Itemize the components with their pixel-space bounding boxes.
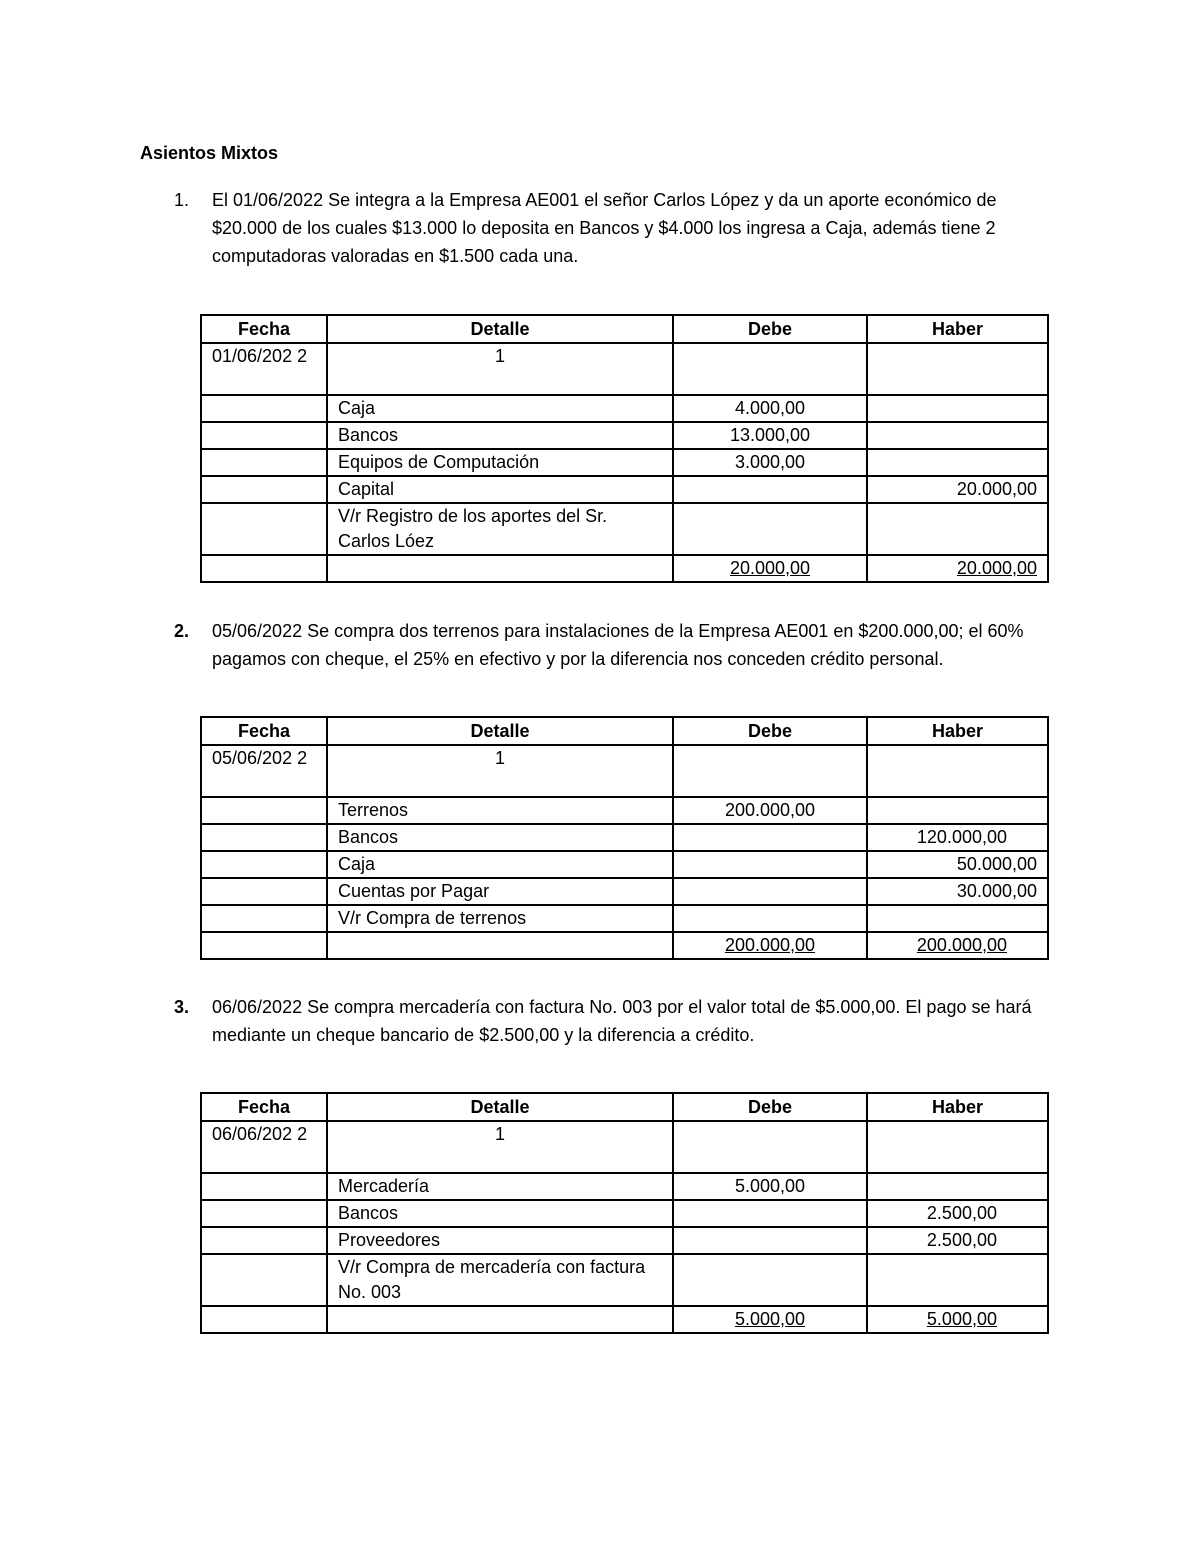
- detail-cell: Cuentas por Pagar: [327, 878, 673, 905]
- entry-number: 1: [327, 745, 673, 797]
- empty-cell: [201, 449, 327, 476]
- total-haber: 20.000,00: [956, 558, 1037, 578]
- haber-cell: [867, 422, 1048, 449]
- empty-cell: [201, 932, 327, 959]
- table-row: [201, 851, 1048, 878]
- entry-number: 1: [327, 343, 673, 395]
- table-row: [201, 878, 1048, 905]
- table-header-row: [201, 1093, 1048, 1121]
- exercise-text: El 01/06/2022 Se integra a la Empresa AE001 el señor Carlos López y da un aporte económico de $20.000 de los cuales $13.000 lo deposita en Bancos y $4.000 los ingresa a Caja, además tiene 2 computadoras valoradas en $1.500 cada una.: [212, 190, 997, 266]
- table-row: [201, 1173, 1048, 1200]
- haber-cell: [867, 449, 1048, 476]
- empty-cell: [201, 1306, 327, 1333]
- haber-cell: 50.000,00: [867, 851, 1048, 878]
- detail-cell: Caja: [327, 395, 673, 422]
- table-row: [201, 395, 1048, 422]
- table-row: [201, 745, 1048, 797]
- exercise-number: 3.: [174, 997, 190, 1017]
- empty-cell: [867, 1254, 1048, 1306]
- empty-cell: [201, 395, 327, 422]
- empty-cell: [201, 905, 327, 932]
- exercise-text: 06/06/2022 Se compra mercadería con factura No. 003 por el valor total de $5.000,00. El pago se hará mediante un cheque bancario de $2.500,00 y la diferencia a crédito.: [212, 997, 1032, 1045]
- debe-cell: 4.000,00: [673, 395, 867, 422]
- entry-number: 1: [327, 1121, 673, 1173]
- haber-cell: 20.000,00: [867, 476, 1048, 503]
- entry-date: 05/06/202 2: [201, 745, 327, 797]
- empty-cell: [673, 1254, 867, 1306]
- header-haber: Haber: [867, 315, 1048, 343]
- empty-cell: [327, 555, 673, 582]
- debe-cell: [673, 1200, 867, 1227]
- detail-cell: Proveedores: [327, 1227, 673, 1254]
- exercise-number: 1.: [174, 190, 190, 210]
- total-debe: 5.000,00: [734, 1309, 806, 1329]
- detail-cell: Mercadería: [327, 1173, 673, 1200]
- haber-cell: [867, 797, 1048, 824]
- debe-cell: [673, 824, 867, 851]
- detail-cell: Bancos: [327, 422, 673, 449]
- haber-cell: [867, 1173, 1048, 1200]
- journal-table-2: [200, 716, 1049, 960]
- entry-note: V/r Registro de los aportes del Sr. Carlos Lóez: [327, 503, 673, 555]
- header-debe: Debe: [673, 717, 867, 745]
- table-row: [201, 449, 1048, 476]
- header-haber: Haber: [867, 1093, 1048, 1121]
- detail-cell: Bancos: [327, 1200, 673, 1227]
- header-haber: Haber: [867, 717, 1048, 745]
- debe-cell: [673, 878, 867, 905]
- empty-cell: [201, 1200, 327, 1227]
- table-header-row: [201, 315, 1048, 343]
- empty-cell: [327, 1306, 673, 1333]
- empty-cell: [201, 503, 327, 555]
- empty-cell: [673, 503, 867, 555]
- table-row: [201, 1121, 1048, 1173]
- table-row: [201, 905, 1048, 932]
- entry-note: V/r Compra de terrenos: [327, 905, 673, 932]
- empty-cell: [867, 745, 1048, 797]
- totals-row: [201, 932, 1048, 959]
- page-title: Asientos Mixtos: [140, 143, 279, 163]
- header-detalle: Detalle: [327, 1093, 673, 1121]
- haber-cell: 30.000,00: [867, 878, 1048, 905]
- header-detalle: Detalle: [327, 315, 673, 343]
- empty-cell: [201, 878, 327, 905]
- debe-cell: [673, 851, 867, 878]
- header-fecha: Fecha: [201, 717, 327, 745]
- empty-cell: [673, 1121, 867, 1173]
- table-row: [201, 824, 1048, 851]
- empty-cell: [867, 343, 1048, 395]
- empty-cell: [201, 797, 327, 824]
- empty-cell: [201, 1254, 327, 1306]
- empty-cell: [201, 1173, 327, 1200]
- header-detalle: Detalle: [327, 717, 673, 745]
- entry-note: V/r Compra de mercadería con factura No. 003: [327, 1254, 673, 1306]
- journal-table-3: [200, 1092, 1049, 1334]
- empty-cell: [201, 422, 327, 449]
- debe-cell: 5.000,00: [673, 1173, 867, 1200]
- empty-cell: [673, 905, 867, 932]
- header-debe: Debe: [673, 315, 867, 343]
- table-row: [201, 476, 1048, 503]
- empty-cell: [201, 851, 327, 878]
- debe-cell: [673, 476, 867, 503]
- empty-cell: [201, 1227, 327, 1254]
- empty-cell: [201, 555, 327, 582]
- entry-date: 06/06/202 2: [201, 1121, 327, 1173]
- total-haber: 5.000,00: [926, 1309, 997, 1329]
- debe-cell: 200.000,00: [673, 797, 867, 824]
- empty-cell: [673, 343, 867, 395]
- haber-cell: [867, 395, 1048, 422]
- table-row: [201, 422, 1048, 449]
- debe-cell: 13.000,00: [673, 422, 867, 449]
- detail-cell: Capital: [327, 476, 673, 503]
- debe-cell: 3.000,00: [673, 449, 867, 476]
- header-fecha: Fecha: [201, 315, 327, 343]
- total-debe: 20.000,00: [729, 558, 811, 578]
- detail-cell: Bancos: [327, 824, 673, 851]
- empty-cell: [867, 1121, 1048, 1173]
- haber-cell: 2.500,00: [867, 1200, 1048, 1227]
- entry-date: 01/06/202 2: [201, 343, 327, 395]
- haber-cell: 120.000,00: [867, 824, 1048, 851]
- journal-table-1: [200, 314, 1049, 583]
- table-header-row: [201, 717, 1048, 745]
- header-debe: Debe: [673, 1093, 867, 1121]
- table-row: [201, 1200, 1048, 1227]
- table-row: [201, 1227, 1048, 1254]
- total-debe: 200.000,00: [724, 935, 816, 955]
- empty-cell: [327, 932, 673, 959]
- haber-cell: 2.500,00: [867, 1227, 1048, 1254]
- detail-cell: Equipos de Computación: [327, 449, 673, 476]
- empty-cell: [201, 476, 327, 503]
- table-row: [201, 343, 1048, 395]
- empty-cell: [673, 745, 867, 797]
- empty-cell: [201, 824, 327, 851]
- empty-cell: [867, 503, 1048, 555]
- exercise-number: 2.: [174, 621, 190, 641]
- header-fecha: Fecha: [201, 1093, 327, 1121]
- debe-cell: [673, 1227, 867, 1254]
- total-haber: 200.000,00: [916, 935, 1007, 955]
- detail-cell: Terrenos: [327, 797, 673, 824]
- table-row: [201, 503, 1048, 555]
- totals-row: [201, 1306, 1048, 1333]
- table-row: [201, 1254, 1048, 1306]
- detail-cell: Caja: [327, 851, 673, 878]
- table-row: [201, 797, 1048, 824]
- exercise-text: 05/06/2022 Se compra dos terrenos para instalaciones de la Empresa AE001 en $200.000,00; el 60% pagamos con cheque, el 25% en efectivo y por la diferencia nos conceden crédito personal.: [212, 621, 1024, 669]
- empty-cell: [867, 905, 1048, 932]
- totals-row: [201, 555, 1048, 582]
